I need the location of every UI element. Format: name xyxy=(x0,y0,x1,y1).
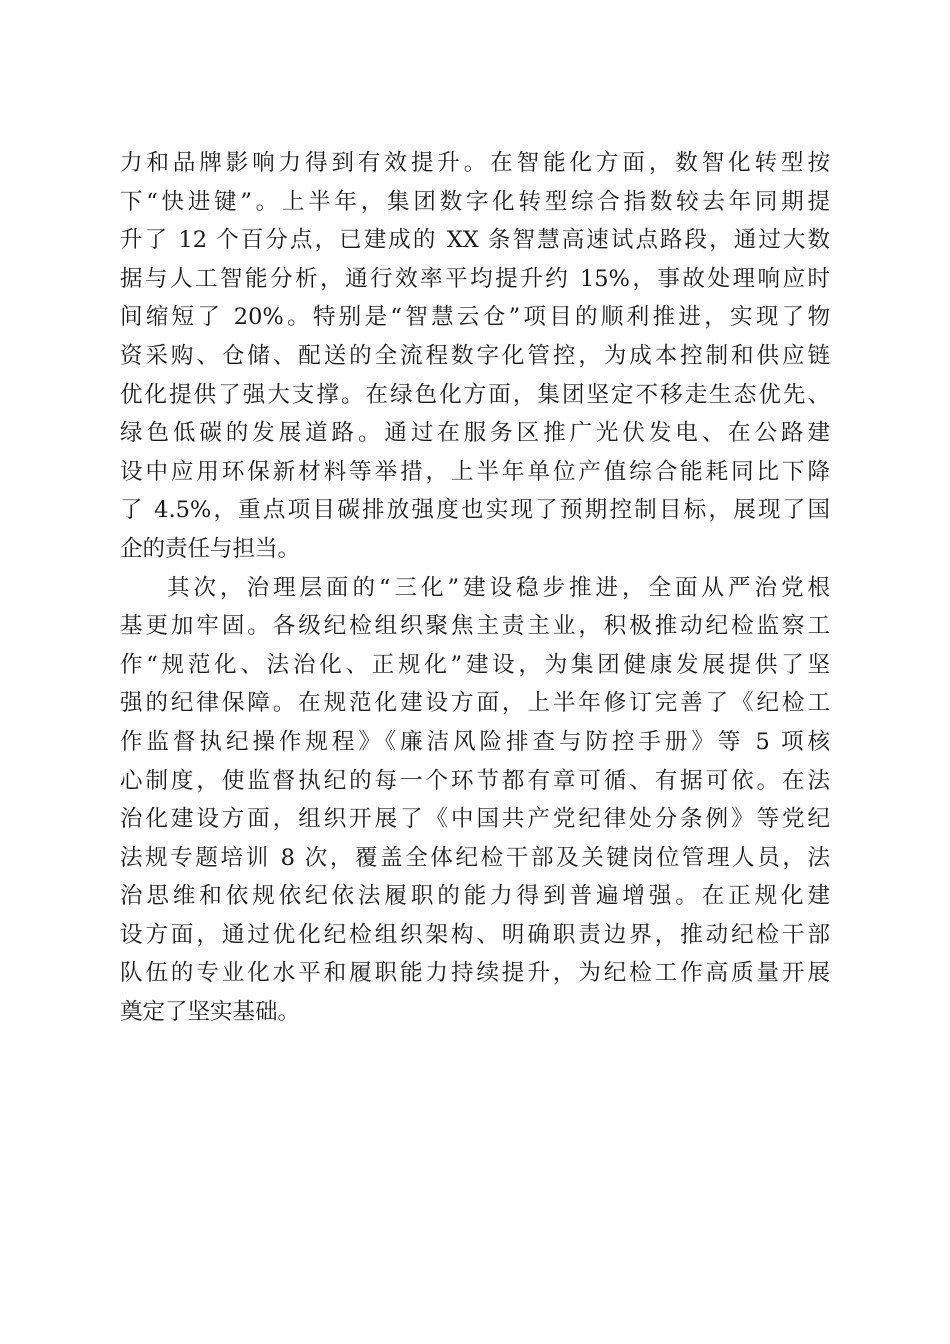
text-line: 升了 12 个百分点，已建成的 XX 条智慧高速试点路段，通过大数 xyxy=(120,227,830,254)
text-line: 基更加牢固。各级纪检组织聚焦主责主业，积极推动纪检监察工 xyxy=(120,613,830,640)
text-line: 了 4.5%，重点项目碳排放强度也实现了预期控制目标，展现了国 xyxy=(120,497,830,524)
text-line: 优化提供了强大支撑。在绿色化方面，集团坚定不移走生态优先、 xyxy=(120,381,830,408)
paragraph-digital-green xyxy=(120,144,830,569)
paragraph-governance xyxy=(120,569,830,1032)
text-line: 绿色低碳的发展道路。通过在服务区推广光伏发电、在公路建 xyxy=(120,420,830,447)
text-line: 强的纪律保障。在规范化建设方面，上半年修订完善了《纪检工 xyxy=(120,690,830,717)
text-line: 心制度，使监督执纪的每一个环节都有章可循、有据可依。在法 xyxy=(120,767,830,794)
text-line: 据与人工智能分析，通行效率平均提升约 15%，事故处理响应时 xyxy=(120,265,830,292)
text-line: 奠定了坚实基础。 xyxy=(120,999,301,1026)
text-line: 间缩短了 20%。特别是“智慧云仓”项目的顺利推进，实现了物 xyxy=(120,304,830,331)
text-line: 作监督执纪操作规程》《廉洁风险排查与防控手册》等 5 项核 xyxy=(120,728,830,755)
text-line: 治思维和依规依纪依法履职的能力得到普遍增强。在正规化建 xyxy=(120,883,830,910)
text-line: 资采购、仓储、配送的全流程数字化管控，为成本控制和供应链 xyxy=(120,342,830,369)
text-line: 设方面，通过优化纪检组织架构、明确职责边界，推动纪检干部 xyxy=(120,921,830,948)
text-line: 治化建设方面，组织开展了《中国共产党纪律处分条例》等党纪 xyxy=(120,806,830,833)
text-line: 法规专题培训 8 次，覆盖全体纪检干部及关键岗位管理人员，法 xyxy=(120,844,830,871)
text-line: 设中应用环保新材料等举措，上半年单位产值综合能耗同比下降 xyxy=(120,458,830,485)
text-line: 企的责任与担当。 xyxy=(120,535,301,562)
text-line: 队伍的专业化水平和履职能力持续提升，为纪检工作高质量开展 xyxy=(120,960,830,987)
text-line: 其次，治理层面的“三化”建设稳步推进，全面从严治党根 xyxy=(167,574,830,601)
text-line: 下“快进键”。上半年，集团数字化转型综合指数较去年同期提 xyxy=(120,188,830,215)
text-line: 作“规范化、法治化、正规化”建设，为集团健康发展提供了坚 xyxy=(120,651,830,678)
document-body xyxy=(120,144,830,1032)
text-line: 力和品牌影响力得到有效提升。在智能化方面，数智化转型按 xyxy=(120,150,830,176)
